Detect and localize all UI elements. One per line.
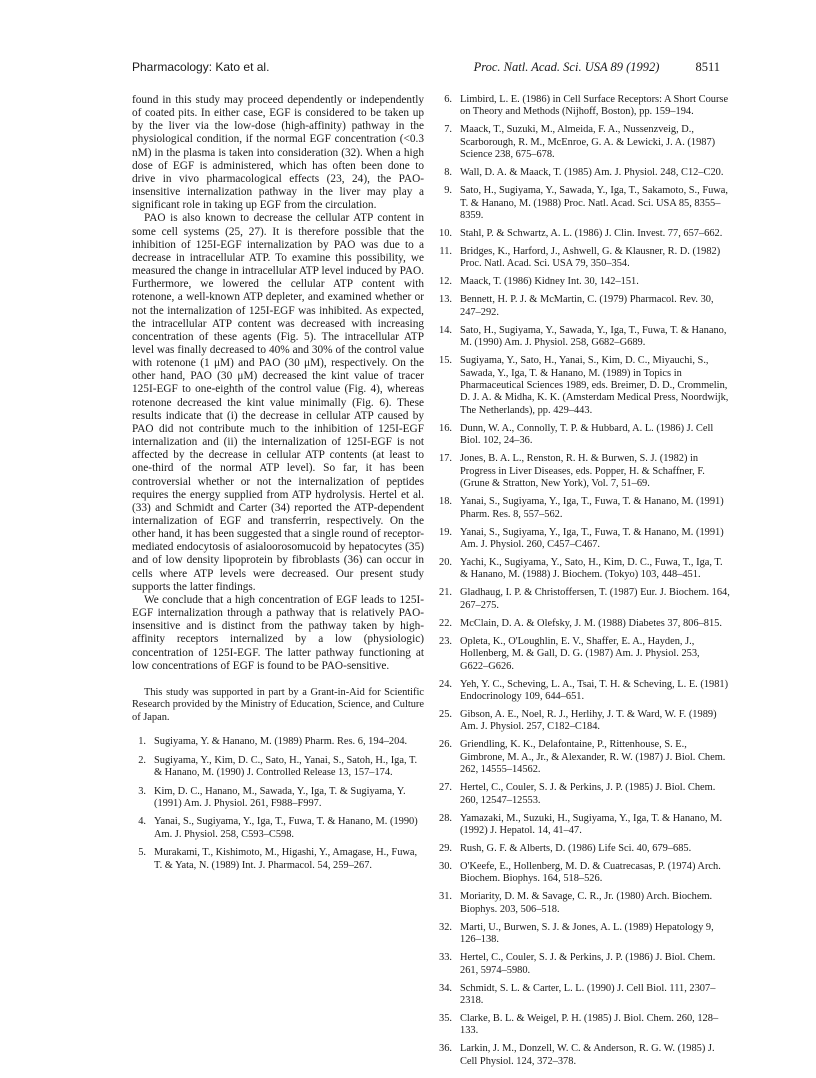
- reference-item: 26. Griendling, K. K., Delafontaine, P., Rittenhouse, S. E., Gimbrone, M. A., Jr., & Alexander, R. W. (1987) J. Biol. Chem. 262, 14555–14562.: [439, 739, 726, 776]
- reference-item: 8. Wall, D. A. & Maack, T. (1985) Am. J. Physiol. 248, C12–C20.: [444, 167, 724, 179]
- running-head-section: Pharmacology: Kato et al.: [132, 60, 270, 74]
- reference-item: 36. Larkin, J. M., Donzell, W. C. & Anderson, R. G. W. (1985) J. Cell Physiol. 124, 372–378.: [439, 1043, 715, 1067]
- acknowledgment: This study was supported in part by a Grant-in-Aid for Scientific Research provided by the Ministry of Education, Science, and Culture of Japan.: [132, 686, 424, 723]
- reference-item: 3. Kim, D. C., Hanano, M., Sawada, Y., Iga, T. & Sugiyama, Y. (1991) Am. J. Physiol. 261, F988–F997.: [138, 785, 406, 809]
- reference-item: 17. Jones, B. A. L., Renston, R. H. & Burwen, S. J. (1982) in Progress in Liver Diseases, eds. Popper, H. & Schaffner, F. (Grune & Stratton, New York), Vol. 7, 51–69.: [439, 453, 705, 490]
- reference-item: 21. Gladhaug, I. P. & Christoffersen, T. (1987) Eur. J. Biochem. 164, 267–275.: [439, 587, 730, 611]
- reference-item: 10. Stahl, P. & Schwartz, A. L. (1986) J. Clin. Invest. 77, 657–662.: [439, 228, 723, 240]
- reference-item: 24. Yeh, Y. C., Scheving, L. A., Tsai, T. H. & Scheving, L. E. (1981) Endocrinology 109, 644–651.: [439, 678, 729, 702]
- discussion-body: [132, 94, 424, 673]
- reference-item: 32. Marti, U., Burwen, S. J. & Jones, A. L. (1989) Hepatology 9, 126–138.: [439, 921, 714, 946]
- reference-item: 33. Hertel, C., Couler, S. J. & Perkins, J. P. (1986) J. Biol. Chem. 261, 5974–5980.: [439, 952, 716, 976]
- reference-item: 19. Yanai, S., Sugiyama, Y., Iga, T., Fuwa, T. & Hanano, M. (1991) Am. J. Physiol. 260, C457–C467.: [439, 526, 724, 550]
- reference-item: 9. Sato, H., Sugiyama, Y., Sawada, Y., Iga, T., Sakamoto, S., Fuwa, T. & Hanano, M. (1988) Proc. Natl. Acad. Sci. USA 85, 8355–8359.: [444, 185, 729, 222]
- reference-item: 18. Yanai, S., Sugiyama, Y., Iga, T., Fuwa, T. & Hanano, M. (1991) Pharm. Res. 8, 557–562.: [439, 496, 724, 520]
- reference-item: 1. Sugiyama, Y. & Hanano, M. (1989) Pharm. Res. 6, 194–204.: [138, 736, 408, 748]
- reference-item: 34. Schmidt, S. L. & Carter, L. L. (1990) J. Cell Biol. 111, 2307–2318.: [439, 982, 716, 1006]
- reference-list-right: [438, 94, 730, 1068]
- reference-item: 13. Bennett, H. P. J. & McMartin, C. (1979) Pharmacol. Rev. 30, 247–292.: [439, 294, 714, 318]
- reference-item: 20. Yachi, K., Sugiyama, Y., Sato, H., Kim, D. C., Fuwa, T., Iga, T. & Hanano, M. (1988) J. Biochem. (Tokyo) 103, 448–451.: [439, 556, 723, 581]
- reference-item: 6. Limbird, L. E. (1986) in Cell Surface Receptors: A Short Course on Theory and Methods (Nijhoff, Boston), pp. 159–194.: [444, 94, 729, 118]
- reference-item: 27. Hertel, C., Couler, S. J. & Perkins, J. P. (1985) J. Biol. Chem. 260, 12547–12553.: [439, 782, 716, 806]
- reference-item: 11. Bridges, K., Harford, J., Ashwell, G. & Klausner, R. D. (1982) Proc. Natl. Acad. Sci. USA 79, 350–354.: [439, 246, 721, 270]
- running-head-journal: [474, 60, 720, 75]
- reference-item: 7. Maack, T., Suzuki, M., Almeida, F. A., Nussenzveig, D., Scarborough, R. M., McEnroe, G. A. & Lewicki, J. A. (1987) Science 238, 675–678.: [444, 124, 716, 161]
- reference-item: 5. Murakami, T., Kishimoto, M., Higashi, Y., Amagase, H., Fuwa, T. & Yata, N. (1989) Int. J. Pharmacol. 54, 259–267.: [138, 847, 418, 871]
- reference-item: 35. Clarke, B. L. & Weigel, P. H. (1985) J. Biol. Chem. 260, 128–133.: [439, 1013, 719, 1037]
- reference-item: 16. Dunn, W. A., Connolly, T. P. & Hubbard, A. L. (1986) J. Cell Biol. 102, 24–36.: [439, 422, 714, 447]
- reference-item: 15. Sugiyama, Y., Sato, H., Yanai, S., Kim, D. C., Miyauchi, S., Sawada, Y., Iga, T. & Hanano, M. (1989) in Topics in Pharmaceutical Sciences 1989, eds. Breimer, D. D., Crommelin, D. J. A. & Midha, K. K. (Amsterdam Medical Press, Noordwijk, The Netherlands), pp. 429–443.: [439, 355, 729, 416]
- reference-item: 12. Maack, T. (1986) Kidney Int. 30, 142–151.: [439, 276, 639, 288]
- right-column: [438, 94, 730, 1074]
- reference-item: 28. Yamazaki, M., Suzuki, H., Sugiyama, Y., Iga, T. & Hanano, M. (1992) J. Hepatol. 14, 41–47.: [439, 812, 723, 836]
- page-number: 8511: [695, 60, 720, 74]
- reference-item: 23. Opleta, K., O'Loughlin, E. V., Shaffer, E. A., Hayden, J., Hollenberg, M. & Gall, D. G. (1987) Am. J. Physiol. 253, G622–G626.: [439, 635, 700, 672]
- journal-citation: Proc. Natl. Acad. Sci. USA 89 (1992): [473, 60, 660, 74]
- reference-item: 30. O'Keefe, E., Hollenberg, M. D. & Cuatrecasas, P. (1974) Arch. Biochem. Biophys. 164, 518–526.: [439, 860, 721, 885]
- body-paragraph-1: found in this study may proceed dependently or independently of coated pits. In either case, EGF is considered to be taken up by the liver via the low-dose (high-affinity) pathway in the physiological condition, if the normal EGF concentration (<0.3 nM) in the plasma is taken into consideration (32). When a high dose of EGF is administered, which has often been done to drive in vivo pharmacological effects (23, 24), the PAO-insensitive internalization pathway in the liver may play a significant role in taking up EGF from the circulation.: [132, 94, 424, 212]
- reference-item: 31. Moriarity, D. M. & Savage, C. R., Jr. (1980) Arch. Biochem. Biophys. 203, 506–518.: [439, 891, 713, 915]
- page-header: [132, 60, 720, 76]
- body-paragraph-2: PAO is also known to decrease the cellular ATP content in some cell systems (25, 27). It is therefore possible that the inhibition of 125I-EGF internalization by PAO was due to a decrease in intracellular ATP. To examine this possibility, we measured the change in intracellular ATP level induced by PAO. Furthermore, we lowered the cellular ATP content with rotenone, a well-known ATP depleter, and examined whether or not the internalization of 125I-EGF was inhibited. As expected, the intracellular ATP content was decreased with increasing concentration of these agents (Fig. 5). The intracellular ATP level was finally decreased to 40% and 30% of the control value with rotenone (1 μM) and PAO (30 μM), respectively. On the other hand, PAO (30 μM) decreased the kint value of tracer 125I-EGF to one-eighth of the control value (Fig. 4), whereas rotenone decreased the kint value minimally (Fig. 6). These results indicate that (i) the decrease in cellular ATP caused by PAO did not contribute much to the inhibition of 125I-EGF internalization and (ii) the internalization of 125I-EGF is not affected by the decrease in cellular ATP contents (at least to one-third of the normal ATP level). So far, it has been controversial whether or not the internalization of peptides requires the energy supplied from ATP hydrolysis. Hertel et al. (33) and Schmidt and Carter (34) reported the ATP-dependent internalization of EGF and transferrin, respectively. On the other hand, it has been suggested that a single round of receptor-mediated endocytosis of asialoorosomucoid by hepatocytes (35) and of low density lipoprotein by fibroblasts (36) can occur in cells where ATP levels were decreased. Our present study supports the latter findings.: [132, 212, 424, 593]
- reference-list-left: [132, 736, 424, 872]
- left-column: [132, 94, 424, 878]
- body-paragraph-3: We conclude that a high concentration of EGF leads to 125I-EGF internalization through a pathway that is relatively PAO-insensitive and is distinct from the pathway taken by high-affinity receptors internalized by a low (physiologic) concentration of 125I-EGF. The latter pathway functioning at low concentrations of EGF is found to be PAO-sensitive.: [132, 593, 424, 672]
- reference-item: 2. Sugiyama, Y., Kim, D. C., Sato, H., Yanai, S., Satoh, H., Iga, T. & Hanano, M. (1990) J. Controlled Release 13, 157–174.: [138, 754, 418, 779]
- reference-item: 29. Rush, G. F. & Alberts, D. (1986) Life Sci. 40, 679–685.: [439, 842, 692, 854]
- reference-item: 4. Yanai, S., Sugiyama, Y., Iga, T., Fuwa, T. & Hanano, M. (1990) Am. J. Physiol. 258, C593–C598.: [138, 816, 418, 840]
- reference-item: 14. Sato, H., Sugiyama, Y., Sawada, Y., Iga, T., Fuwa, T. & Hanano, M. (1990) Am. J. Physiol. 258, G682–G689.: [439, 324, 727, 349]
- reference-item: 22. McClain, D. A. & Olefsky, J. M. (1988) Diabetes 37, 806–815.: [439, 617, 722, 629]
- reference-item: 25. Gibson, A. E., Noel, R. J., Herlihy, J. T. & Ward, W. F. (1989) Am. J. Physiol. 257, C182–C184.: [439, 708, 717, 733]
